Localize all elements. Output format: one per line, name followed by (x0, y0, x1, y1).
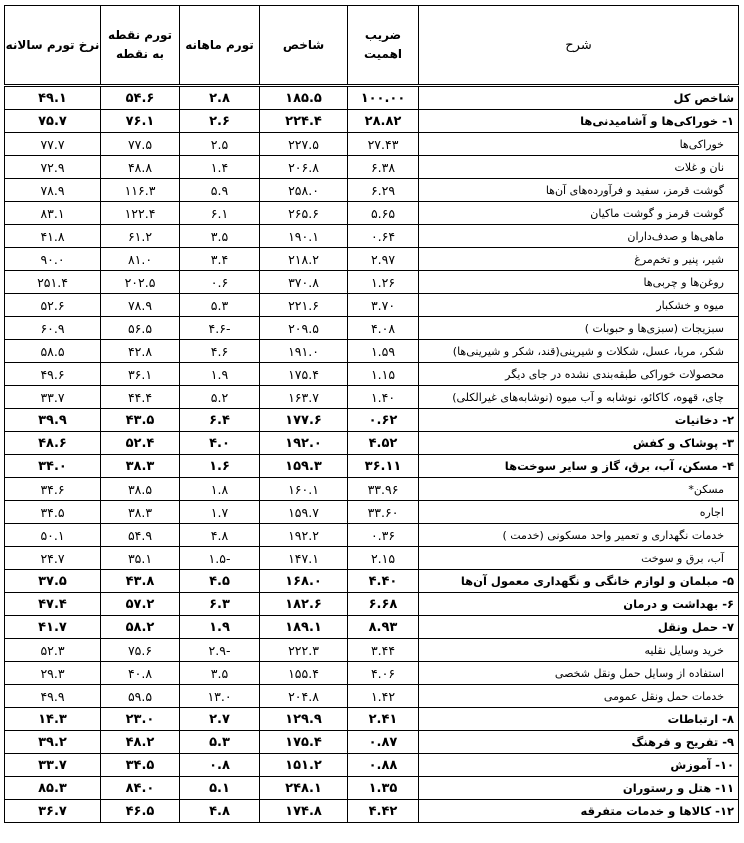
row-annual-inflation: ۷۷.۷ (5, 133, 101, 156)
row-point-to-point-inflation: ۴۶.۵ (101, 800, 180, 823)
row-weight: ۰.۶۴ (348, 225, 419, 248)
row-monthly-inflation: ۴.۸ (180, 524, 260, 547)
row-index: ۱۵۹.۳ (260, 455, 348, 478)
table-row (5, 501, 739, 524)
header-index: شاخص (260, 6, 348, 86)
row-point-to-point-inflation: ۳۸.۵ (101, 478, 180, 501)
row-annual-inflation: ۵۰.۱ (5, 524, 101, 547)
row-monthly-inflation: ۴.۶ (180, 340, 260, 363)
row-annual-inflation: ۴۹.۱ (5, 86, 101, 110)
row-description: شیر، پنیر و تخم‌مرغ (419, 248, 739, 271)
table-row (5, 340, 739, 363)
row-index: ۱۵۹.۷ (260, 501, 348, 524)
row-description: شاخص کل (419, 86, 739, 110)
row-description: ۱۲- کالاها و خدمات متفرقه (419, 800, 739, 823)
row-description: آب، برق و سوخت (419, 547, 739, 570)
row-point-to-point-inflation: ۵۴.۶ (101, 86, 180, 110)
table-row (5, 156, 739, 179)
row-monthly-inflation: ۳.۵ (180, 225, 260, 248)
header-monthly-inflation: تورم ماهانه (180, 6, 260, 86)
table-row (5, 616, 739, 639)
row-point-to-point-inflation: ۵۷.۲ (101, 593, 180, 616)
table-row (5, 432, 739, 455)
row-index: ۱۵۵.۴ (260, 662, 348, 685)
table-row (5, 777, 739, 800)
row-point-to-point-inflation: ۲۰۲.۵ (101, 271, 180, 294)
row-point-to-point-inflation: ۱۱۶.۳ (101, 179, 180, 202)
row-index: ۱۴۷.۱ (260, 547, 348, 570)
row-index: ۱۶۰.۱ (260, 478, 348, 501)
row-description: روغن‌ها و چربی‌ها (419, 271, 739, 294)
row-weight: ۸.۹۳ (348, 616, 419, 639)
row-annual-inflation: ۹۰.۰ (5, 248, 101, 271)
row-description: ۲- دخانیات (419, 409, 739, 432)
row-monthly-inflation: ۱.۶ (180, 455, 260, 478)
row-point-to-point-inflation: ۷۵.۶ (101, 639, 180, 662)
row-point-to-point-inflation: ۱۲۲.۴ (101, 202, 180, 225)
row-weight: ۳۳.۹۶ (348, 478, 419, 501)
row-index: ۱۸۵.۵ (260, 86, 348, 110)
row-annual-inflation: ۴۹.۶ (5, 363, 101, 386)
row-point-to-point-inflation: ۴۳.۸ (101, 570, 180, 593)
row-monthly-inflation: ۱.۹ (180, 616, 260, 639)
row-annual-inflation: ۳۷.۵ (5, 570, 101, 593)
table-row (5, 294, 739, 317)
row-annual-inflation: ۳۳.۷ (5, 754, 101, 777)
inflation-table-container (4, 5, 738, 823)
row-index: ۱۷۵.۴ (260, 363, 348, 386)
table-row (5, 662, 739, 685)
row-weight: ۲۷.۴۳ (348, 133, 419, 156)
row-monthly-inflation: ۲.۶ (180, 110, 260, 133)
row-monthly-inflation: ۲.۵ (180, 133, 260, 156)
table-row (5, 386, 739, 409)
row-weight: ۶.۲۹ (348, 179, 419, 202)
inflation-table (4, 5, 739, 823)
row-point-to-point-inflation: ۳۵.۱ (101, 547, 180, 570)
row-monthly-inflation: ۴.۵ (180, 570, 260, 593)
row-monthly-inflation: ۴.۰ (180, 432, 260, 455)
row-monthly-inflation: ۲.۷ (180, 708, 260, 731)
row-point-to-point-inflation: ۳۶.۱ (101, 363, 180, 386)
row-index: ۲۴۸.۱ (260, 777, 348, 800)
header-point-to-point-inflation: تورم نقطه به نقطه (101, 6, 180, 86)
row-index: ۱۷۷.۶ (260, 409, 348, 432)
row-weight: ۳۶.۱۱ (348, 455, 419, 478)
row-index: ۲۶۵.۶ (260, 202, 348, 225)
row-point-to-point-inflation: ۸۱.۰ (101, 248, 180, 271)
row-weight: ۴.۴۰ (348, 570, 419, 593)
row-annual-inflation: ۳۴.۰ (5, 455, 101, 478)
row-monthly-inflation: ۴.۸ (180, 800, 260, 823)
row-weight: ۳.۴۴ (348, 639, 419, 662)
table-row (5, 754, 739, 777)
row-description: ۱۱- هتل و رستوران (419, 777, 739, 800)
row-point-to-point-inflation: ۲۳.۰ (101, 708, 180, 731)
row-annual-inflation: ۴۹.۹ (5, 685, 101, 708)
row-annual-inflation: ۳۶.۷ (5, 800, 101, 823)
row-index: ۱۵۱.۲ (260, 754, 348, 777)
row-description: خرید وسایل نقلیه (419, 639, 739, 662)
row-index: ۱۷۵.۴ (260, 731, 348, 754)
row-point-to-point-inflation: ۴۳.۵ (101, 409, 180, 432)
row-monthly-inflation: -۲.۹ (180, 639, 260, 662)
row-annual-inflation: ۵۸.۵ (5, 340, 101, 363)
row-weight: ۰.۳۶ (348, 524, 419, 547)
row-weight: ۴.۰۸ (348, 317, 419, 340)
header-description: شرح (419, 6, 739, 86)
row-point-to-point-inflation: ۴۴.۴ (101, 386, 180, 409)
row-index: ۲۲۴.۴ (260, 110, 348, 133)
row-index: ۲۲۷.۵ (260, 133, 348, 156)
row-annual-inflation: ۶۰.۹ (5, 317, 101, 340)
row-description: ماهی‌ها و صدف‌داران (419, 225, 739, 248)
row-index: ۲۲۲.۳ (260, 639, 348, 662)
row-weight: ۴.۰۶ (348, 662, 419, 685)
row-point-to-point-inflation: ۵۹.۵ (101, 685, 180, 708)
row-description: خوراکی‌ها (419, 133, 739, 156)
row-monthly-inflation: ۶.۳ (180, 593, 260, 616)
row-point-to-point-inflation: ۷۶.۱ (101, 110, 180, 133)
row-index: ۱۶۳.۷ (260, 386, 348, 409)
row-description: ۳- پوشاک و کفش (419, 432, 739, 455)
table-row (5, 593, 739, 616)
row-description: اجاره (419, 501, 739, 524)
row-weight: ۵.۶۵ (348, 202, 419, 225)
table-row (5, 133, 739, 156)
row-index: ۲۲۱.۶ (260, 294, 348, 317)
row-description: ۶- بهداشت و درمان (419, 593, 739, 616)
row-description: استفاده از وسایل حمل ونقل شخصی (419, 662, 739, 685)
row-annual-inflation: ۴۱.۸ (5, 225, 101, 248)
row-weight: ۲.۹۷ (348, 248, 419, 271)
table-row (5, 86, 739, 110)
row-annual-inflation: ۲۴.۷ (5, 547, 101, 570)
row-description: ۱- خوراکی‌ها و آشامیدنی‌ها (419, 110, 739, 133)
row-point-to-point-inflation: ۳۸.۳ (101, 455, 180, 478)
table-row (5, 478, 739, 501)
row-annual-inflation: ۵۲.۶ (5, 294, 101, 317)
row-index: ۳۷۰.۸ (260, 271, 348, 294)
row-weight: ۱۰۰.۰۰ (348, 86, 419, 110)
row-description: مسکن* (419, 478, 739, 501)
row-description: ۵- مبلمان و لوازم خانگی و نگهداری معمول آن‌ها (419, 570, 739, 593)
row-monthly-inflation: ۰.۸ (180, 754, 260, 777)
row-weight: ۰.۸۷ (348, 731, 419, 754)
row-annual-inflation: ۸۵.۳ (5, 777, 101, 800)
row-point-to-point-inflation: ۴۰.۸ (101, 662, 180, 685)
row-weight: ۱.۲۶ (348, 271, 419, 294)
row-monthly-inflation: ۵.۳ (180, 294, 260, 317)
row-description: خدمات حمل ونقل عمومی (419, 685, 739, 708)
header-annual-inflation: نرخ تورم سالانه (5, 6, 101, 86)
row-weight: ۱.۱۵ (348, 363, 419, 386)
row-index: ۲۰۹.۵ (260, 317, 348, 340)
row-point-to-point-inflation: ۳۸.۳ (101, 501, 180, 524)
row-annual-inflation: ۷۸.۹ (5, 179, 101, 202)
row-annual-inflation: ۵۲.۳ (5, 639, 101, 662)
row-description: گوشت قرمز، سفید و فرآورده‌های آن‌ها (419, 179, 739, 202)
row-annual-inflation: ۳۴.۶ (5, 478, 101, 501)
row-point-to-point-inflation: ۸۴.۰ (101, 777, 180, 800)
row-annual-inflation: ۴۸.۶ (5, 432, 101, 455)
row-annual-inflation: ۴۱.۷ (5, 616, 101, 639)
table-row (5, 202, 739, 225)
row-point-to-point-inflation: ۵۶.۵ (101, 317, 180, 340)
row-point-to-point-inflation: ۷۸.۹ (101, 294, 180, 317)
table-row (5, 271, 739, 294)
row-index: ۱۸۹.۱ (260, 616, 348, 639)
row-point-to-point-inflation: ۴۸.۲ (101, 731, 180, 754)
row-index: ۱۹۱.۰ (260, 340, 348, 363)
row-monthly-inflation: ۵.۱ (180, 777, 260, 800)
row-weight: ۰.۸۸ (348, 754, 419, 777)
header-row (5, 6, 739, 86)
row-weight: ۳.۷۰ (348, 294, 419, 317)
row-annual-inflation: ۸۳.۱ (5, 202, 101, 225)
row-monthly-inflation: -۱.۵ (180, 547, 260, 570)
row-monthly-inflation: ۵.۲ (180, 386, 260, 409)
row-description: چای، قهوه، کاکائو، نوشابه و آب میوه (نوشابه‌های غیرالکلی) (419, 386, 739, 409)
row-annual-inflation: ۲۹.۳ (5, 662, 101, 685)
table-row (5, 524, 739, 547)
row-index: ۲۰۴.۸ (260, 685, 348, 708)
row-monthly-inflation: ۲.۸ (180, 86, 260, 110)
row-monthly-inflation: ۳.۵ (180, 662, 260, 685)
row-index: ۲۵۸.۰ (260, 179, 348, 202)
row-description: ۹- تفریح و فرهنگ (419, 731, 739, 754)
row-monthly-inflation: ۵.۳ (180, 731, 260, 754)
row-index: ۲۰۶.۸ (260, 156, 348, 179)
row-description: خدمات نگهداری و تعمیر واحد مسکونی (خدمت ) (419, 524, 739, 547)
row-description: شکر، مربا، عسل، شکلات و شیرینی(قند، شکر و شیرینی‌ها) (419, 340, 739, 363)
table-row (5, 639, 739, 662)
row-weight: ۲۸.۸۲ (348, 110, 419, 133)
row-weight: ۲.۱۵ (348, 547, 419, 570)
row-index: ۲۱۸.۲ (260, 248, 348, 271)
row-description: میوه و خشکبار (419, 294, 739, 317)
table-row (5, 317, 739, 340)
row-annual-inflation: ۲۵۱.۴ (5, 271, 101, 294)
row-point-to-point-inflation: ۵۲.۴ (101, 432, 180, 455)
row-point-to-point-inflation: ۴۸.۸ (101, 156, 180, 179)
row-index: ۱۲۹.۹ (260, 708, 348, 731)
row-monthly-inflation: ۱.۴ (180, 156, 260, 179)
row-monthly-inflation: ۱.۹ (180, 363, 260, 386)
row-index: ۱۷۴.۸ (260, 800, 348, 823)
row-description: ۸- ارتباطات (419, 708, 739, 731)
row-weight: ۲.۴۱ (348, 708, 419, 731)
row-monthly-inflation: -۴.۶ (180, 317, 260, 340)
table-row (5, 179, 739, 202)
table-row (5, 685, 739, 708)
row-annual-inflation: ۷۵.۷ (5, 110, 101, 133)
row-annual-inflation: ۳۹.۹ (5, 409, 101, 432)
row-annual-inflation: ۳۴.۵ (5, 501, 101, 524)
row-point-to-point-inflation: ۷۷.۵ (101, 133, 180, 156)
row-index: ۱۹۰.۱ (260, 225, 348, 248)
row-weight: ۰.۶۲ (348, 409, 419, 432)
row-index: ۱۸۲.۶ (260, 593, 348, 616)
row-weight: ۱.۴۰ (348, 386, 419, 409)
row-annual-inflation: ۳۹.۲ (5, 731, 101, 754)
row-monthly-inflation: ۰.۶ (180, 271, 260, 294)
row-monthly-inflation: ۱.۷ (180, 501, 260, 524)
row-description: ۷- حمل ونقل (419, 616, 739, 639)
row-description: نان و غلات (419, 156, 739, 179)
table-row (5, 570, 739, 593)
row-description: ۴- مسکن، آب، برق، گاز و سایر سوخت‌ها (419, 455, 739, 478)
row-point-to-point-inflation: ۵۴.۹ (101, 524, 180, 547)
row-weight: ۴.۴۲ (348, 800, 419, 823)
row-monthly-inflation: ۱۳.۰ (180, 685, 260, 708)
table-row (5, 800, 739, 823)
row-description: محصولات خوراکی طبقه‌بندی نشده در جای دیگر (419, 363, 739, 386)
row-index: ۱۹۲.۰ (260, 432, 348, 455)
row-weight: ۱.۳۵ (348, 777, 419, 800)
table-row (5, 225, 739, 248)
row-point-to-point-inflation: ۵۸.۲ (101, 616, 180, 639)
table-row (5, 455, 739, 478)
row-point-to-point-inflation: ۶۱.۲ (101, 225, 180, 248)
row-index: ۱۹۲.۲ (260, 524, 348, 547)
table-row (5, 110, 739, 133)
table-row (5, 547, 739, 570)
row-point-to-point-inflation: ۳۴.۵ (101, 754, 180, 777)
table-row (5, 409, 739, 432)
table-row (5, 708, 739, 731)
table-row (5, 731, 739, 754)
row-weight: ۱.۴۲ (348, 685, 419, 708)
row-monthly-inflation: ۱.۸ (180, 478, 260, 501)
row-annual-inflation: ۱۴.۳ (5, 708, 101, 731)
row-index: ۱۶۸.۰ (260, 570, 348, 593)
row-monthly-inflation: ۵.۹ (180, 179, 260, 202)
row-monthly-inflation: ۶.۴ (180, 409, 260, 432)
table-row (5, 248, 739, 271)
row-monthly-inflation: ۳.۴ (180, 248, 260, 271)
header-weight: ضریب اهمیت (348, 6, 419, 86)
row-weight: ۴.۵۲ (348, 432, 419, 455)
row-weight: ۳۳.۶۰ (348, 501, 419, 524)
row-weight: ۶.۶۸ (348, 593, 419, 616)
table-row (5, 363, 739, 386)
row-description: ۱۰- آموزش (419, 754, 739, 777)
row-weight: ۶.۳۸ (348, 156, 419, 179)
row-description: سبزیجات (سبزی‌ها و حبوبات ) (419, 317, 739, 340)
row-annual-inflation: ۷۲.۹ (5, 156, 101, 179)
row-description: گوشت قرمز و گوشت ماکیان (419, 202, 739, 225)
table-body (5, 86, 739, 823)
row-annual-inflation: ۴۷.۴ (5, 593, 101, 616)
row-weight: ۱.۵۹ (348, 340, 419, 363)
row-annual-inflation: ۳۳.۷ (5, 386, 101, 409)
row-point-to-point-inflation: ۴۲.۸ (101, 340, 180, 363)
row-monthly-inflation: ۶.۱ (180, 202, 260, 225)
